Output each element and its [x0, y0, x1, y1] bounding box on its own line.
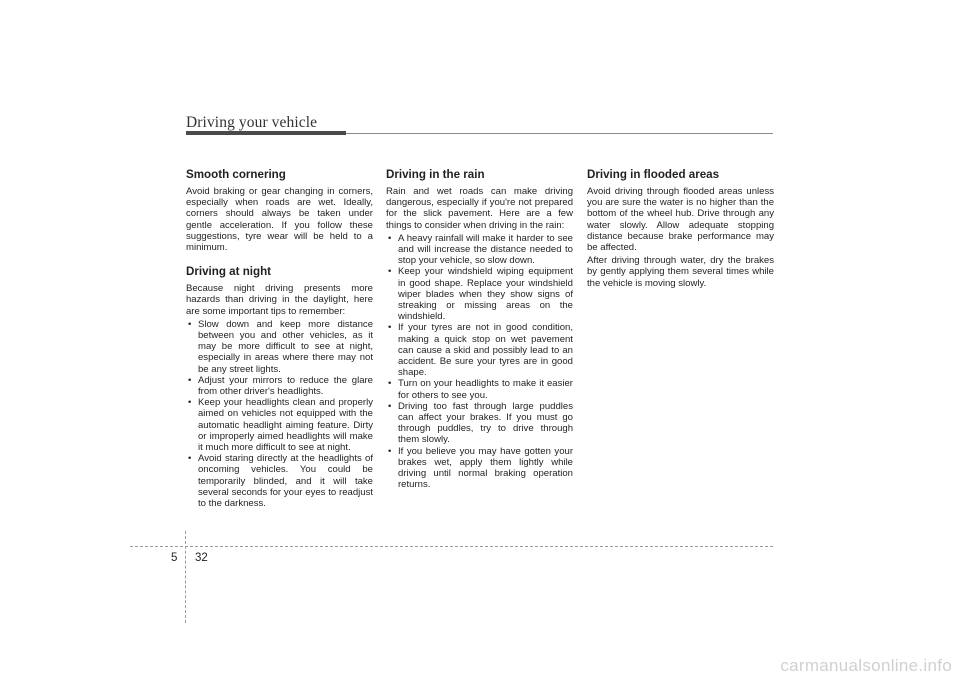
- column-3: [587, 168, 774, 291]
- list-item: • Keep your windshield wiping equipment in good shape. Replace your windshield wiper blades when they show signs of streaking or missing areas on the windshield.: [386, 266, 573, 322]
- flooded-text-1: Avoid driving through flooded areas unless you are sure the water is no higher than the bottom of the wheel hub. Drive through any water slowly. Allow adequate stopping distance because brake performance may be affected.: [587, 186, 774, 254]
- footer-dashed-rule: [130, 546, 773, 547]
- night-intro-text: Because night driving presents more hazards than driving in the daylight, here are some important tips to remember:: [186, 283, 373, 317]
- rain-tips-list: [386, 233, 573, 491]
- heading-flooded-areas: Driving in flooded areas: [587, 168, 720, 181]
- list-item: • Driving too fast through large puddles can affect your brakes. If you must go through puddles, try to drive through them slowly.: [386, 401, 573, 446]
- smooth-cornering-text: Avoid braking or gear changing in corners, especially when roads are wet. Ideally, corners should always be taken under gentle acceleration. If you follow these suggestions, tyre wear will be held to a minimum.: [186, 186, 373, 254]
- rain-intro-text: Rain and wet roads can make driving dangerous, especially if you're not prepared for the slick pavement. Here are a few things to consider when driving in the rain:: [386, 186, 573, 231]
- column-1: [186, 168, 373, 509]
- list-item: • If you believe you may have gotten your brakes wet, apply them lightly while driving until normal braking operation returns.: [386, 446, 573, 491]
- list-item: • A heavy rainfall will make it harder to see and will increase the distance needed to stop your vehicle, so slow down.: [386, 233, 573, 267]
- footer-vertical-dashed-rule: [185, 531, 186, 623]
- list-item: • Slow down and keep more distance between you and other vehicles, as it may be more difficult to see at night, especially in areas where there may not be any street lights.: [186, 319, 373, 375]
- page-number: 32: [195, 552, 208, 564]
- chapter-number: 5: [171, 552, 178, 564]
- list-item: • If your tyres are not in good condition, making a quick stop on wet pavement can cause a skid and possibly lead to an accident. Be sure your tyres are in good shape.: [386, 322, 573, 378]
- list-item: • Keep your headlights clean and properly aimed on vehicles not equipped with the automatic headlight aiming feature. Dirty or improperly aimed headlights will make it much more difficult to see at night.: [186, 397, 373, 453]
- heading-driving-in-rain: Driving in the rain: [386, 168, 485, 181]
- section-title: Driving your vehicle: [186, 114, 318, 131]
- heading-driving-at-night: Driving at night: [186, 265, 272, 279]
- watermark: carmanualsonline.info: [780, 656, 952, 675]
- list-item: • Turn on your headlights to make it easier for others to see you.: [386, 378, 573, 400]
- list-item: • Adjust your mirrors to reduce the glare from other driver's headlights.: [186, 375, 373, 397]
- column-2: [386, 168, 573, 490]
- header-accent-bar: [186, 131, 346, 135]
- header-rule: [346, 133, 773, 134]
- list-item: • Avoid staring directly at the headlights of oncoming vehicles. You could be temporarily blinded, and it will take several seconds for your eyes to readjust to the darkness.: [186, 453, 373, 509]
- flooded-text-2: After driving through water, dry the brakes by gently applying them several times while the vehicle is moving slowly.: [587, 255, 774, 289]
- night-tips-list: [186, 319, 373, 509]
- heading-smooth-cornering: Smooth cornering: [186, 168, 286, 181]
